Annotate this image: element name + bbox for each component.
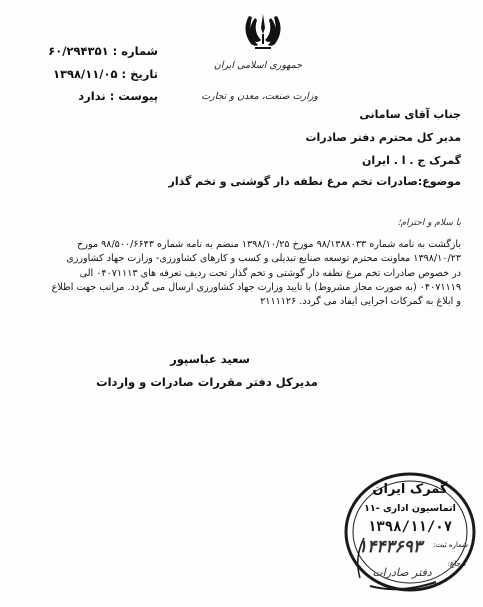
stamp-number-label: شماره ثبت: (433, 541, 468, 549)
ministry-line: وزارت صنعت، معدن و تجارت (201, 91, 318, 102)
subject-text: صادرات تخم مرغ نطفه دار گوشتی و تخم گذار (168, 175, 418, 188)
recipient-title: مدیر کل محترم دفتر صادرات (305, 131, 461, 144)
stamp-referral-value: دفتر صادرات (372, 566, 432, 579)
stamp-dept: اتماسیون اداری -۱۱ (364, 503, 456, 514)
number-row (18, 44, 158, 58)
letter-body (12, 238, 461, 309)
number-label: شماره : (112, 44, 158, 58)
recipient-name: جناب آقای سامانی (359, 108, 461, 121)
number-value: ۶۰/۲۹۴۳۵۱ (48, 44, 109, 58)
stamp-number-value: ۱۴۴۳۶۹۳ (358, 537, 422, 557)
signatory-title: مدیرکل دفتر مقررات صادرات و واردات (96, 375, 318, 389)
greeting: با سلام و احترام؛ (397, 218, 461, 228)
body-line: در خصوص صادرات تخم مرغ نطفه دار گوشتی و تخم گذار تحت ردیف تعرفه های ۰۴۰۷۱۱۱۳ الی (79, 267, 461, 279)
attachment-label: پیوست : (109, 89, 158, 103)
attachment-value: ندارد (78, 89, 106, 103)
date-row (18, 67, 158, 81)
body-line: ۱۳۹۸/۱۰/۲۳ معاونت محترم توسعه صنایع تبدیلی و کسب و کارهای کشاورزی- وزارت جهاد کشاورزی (66, 253, 461, 265)
iran-emblem-icon (241, 10, 285, 56)
subject-line (169, 175, 462, 188)
body-line: بازگشت به نامه شماره ۹۸/۱۳۸۸۰۳۳ مورخ ۱۳۹۸/۱۰/۲۵ منضم به نامه شماره ۹۸/۵۰۰/۶۶۴۳ مورخ (77, 239, 461, 250)
stamp-org: گمرک ایران (372, 482, 448, 497)
subject-label: موضوع: (417, 175, 461, 188)
recipient-org: گمرک ج . ا . ایران (362, 154, 461, 167)
date-value: ۱۳۹۸/۱۱/۰۵ (52, 67, 118, 81)
body-line: و ابلاغ به گمرکات اجرایی ایفاد می گردد. ۲۱۱۱۱۲۶ (260, 296, 461, 308)
body-line: ۰۴۰۷۱۱۱۹ (به صورت مجاز مشروط) با تایید وزارت جهاد کشاورزی ارسال می گردد. مراتب جهت اطلاع (51, 281, 461, 293)
attachment-row (18, 89, 158, 103)
signatory-name: سعید عباسپور (170, 352, 250, 366)
republic-line: جمهوری اسلامی ایران (213, 60, 302, 71)
stamp-referral-label: ارجاع: (447, 560, 466, 568)
stamp-date: ۱۳۹۸/۱۱/۰۷ (367, 519, 453, 535)
date-label: تاریخ : (121, 67, 158, 81)
